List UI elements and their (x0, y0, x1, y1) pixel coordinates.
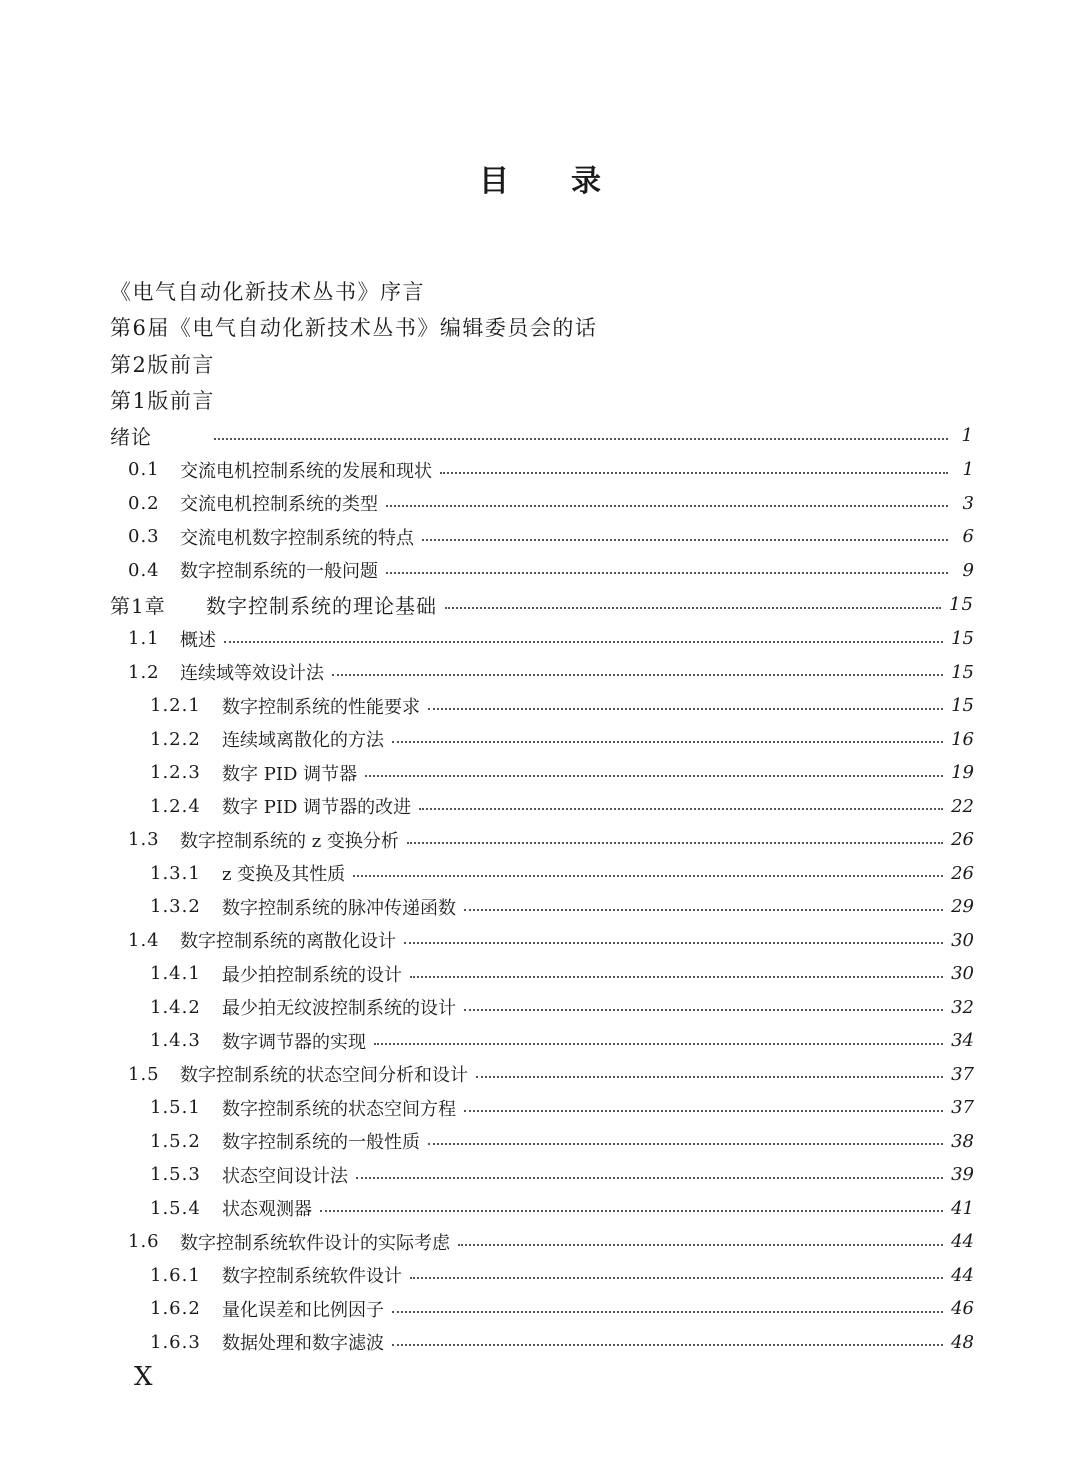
toc-entry-number: 1.2 (128, 661, 160, 683)
toc-entry-number: 1.4.2 (150, 996, 201, 1018)
toc-entry-number: 1.4 (128, 929, 160, 951)
toc-entry-number: 1.5 (128, 1063, 160, 1085)
toc-entry-title: 数字控制系统的离散化设计 (180, 931, 396, 953)
dot-leader (353, 875, 943, 877)
toc-entry-number: 1.4.3 (150, 1030, 201, 1052)
dot-leader (386, 505, 948, 507)
toc-entry-title: 最少拍控制系统的设计 (222, 964, 402, 986)
toc-entry-number: 第1章 (110, 594, 166, 618)
toc-entry[interactable] (110, 1326, 974, 1360)
dot-leader (410, 976, 943, 978)
toc-entry-number: 1.5.4 (150, 1197, 201, 1219)
toc-entry[interactable] (110, 487, 974, 521)
toc-entry-page: 37 (951, 1097, 974, 1119)
toc-entry-title: 数字调节器的实现 (222, 1031, 366, 1053)
toc-entry[interactable] (110, 554, 974, 588)
toc-entry-number: 1.6 (128, 1231, 160, 1253)
toc-entry-number: 1.6.3 (150, 1331, 201, 1353)
toc-entry-title: 状态空间设计法 (222, 1165, 348, 1187)
dot-leader (464, 1009, 943, 1011)
toc-entry-number: 0.1 (128, 459, 160, 481)
front-matter-item[interactable]: 第2版前言 (110, 352, 215, 377)
toc-entry-title: 数字 PID 调节器 (222, 763, 358, 785)
toc-entry-page: 16 (951, 728, 974, 750)
toc-entry[interactable] (110, 587, 974, 622)
toc-entry-title: z 变换及其性质 (222, 864, 346, 886)
toc-entry-title: 交流电机控制系统的类型 (180, 494, 378, 516)
toc-entry-title: 数字控制系统软件设计的实际考虑 (180, 1232, 450, 1254)
toc-entry-page: 41 (951, 1197, 974, 1219)
dot-leader (365, 775, 943, 777)
toc-entry-number: 绪论 (110, 425, 152, 449)
toc-entry-number: 1.6.1 (150, 1264, 201, 1286)
toc-entry-title: 数字控制系统软件设计 (222, 1266, 402, 1288)
toc-entry[interactable] (110, 756, 974, 790)
toc-entry-number: 1.6.2 (150, 1298, 201, 1320)
toc-entry-title: 交流电机数字控制系统的特点 (180, 527, 414, 549)
toc-entry[interactable] (110, 1259, 974, 1293)
page-folio: X (134, 1362, 153, 1392)
dot-leader (392, 1311, 943, 1313)
dot-leader (320, 1210, 943, 1212)
toc-entry-title: 最少拍无纹波控制系统的设计 (222, 998, 456, 1020)
toc-entry-page: 19 (951, 762, 974, 784)
toc-entry-page: 44 (951, 1231, 974, 1253)
toc-entry[interactable] (110, 991, 974, 1025)
toc-entry[interactable] (110, 857, 974, 891)
toc-entry-number: 0.2 (128, 492, 160, 514)
dot-leader (386, 572, 948, 574)
page-title: 目录 (479, 164, 663, 199)
dot-leader (214, 438, 948, 440)
front-matter-item[interactable]: 第1版前言 (110, 389, 215, 414)
toc-entry[interactable] (110, 723, 974, 757)
toc-entry-title: 状态观测器 (222, 1199, 312, 1221)
toc-entry-title: 数字控制系统的一般问题 (180, 561, 378, 583)
toc-entry-number: 1.3 (128, 829, 160, 851)
toc-entry-page: 26 (951, 829, 974, 851)
toc-entry-number: 1.3.1 (150, 862, 201, 884)
toc-entry-page: 9 (962, 559, 974, 581)
toc-entry[interactable] (110, 823, 974, 857)
toc-entry-number: 1.1 (128, 628, 160, 650)
front-matter-item[interactable]: 第6届《电气自动化新技术丛书》编辑委员会的话 (110, 316, 598, 341)
toc-entry[interactable] (110, 689, 974, 723)
dot-leader (476, 1076, 943, 1078)
toc-entry-title: 数字 PID 调节器的改进 (222, 797, 412, 819)
toc-entry-page: 15 (951, 695, 974, 717)
toc-entry-page: 15 (949, 594, 974, 615)
toc-entry[interactable] (110, 1225, 974, 1259)
toc-entry-number: 0.4 (128, 559, 160, 581)
toc-entry-page: 30 (951, 963, 974, 985)
toc-entry-page: 6 (962, 526, 974, 548)
dot-leader (392, 741, 943, 743)
toc-entry[interactable] (110, 1292, 974, 1326)
toc-entry-number: 1.5.3 (150, 1164, 201, 1186)
toc-entry-number: 1.5.2 (150, 1130, 201, 1152)
toc-entry[interactable] (110, 656, 974, 690)
toc-entry[interactable] (110, 1091, 974, 1125)
toc-entry-title: 数据处理和数字滤波 (222, 1333, 384, 1355)
table-of-contents (110, 418, 974, 1359)
toc-entry-number: 1.5.1 (150, 1097, 201, 1119)
toc-entry-title: 数字控制系统的脉冲传递函数 (222, 897, 456, 919)
toc-entry-page: 26 (951, 862, 974, 884)
toc-entry-page: 15 (951, 628, 974, 650)
toc-entry-page: 1 (962, 459, 974, 481)
toc-entry-page: 22 (951, 795, 974, 817)
dot-leader (464, 909, 943, 911)
toc-entry[interactable] (110, 890, 974, 924)
dot-leader (428, 1143, 943, 1145)
toc-entry[interactable] (110, 622, 974, 656)
toc-entry-number: 0.3 (128, 526, 160, 548)
toc-entry-page: 46 (951, 1298, 974, 1320)
toc-entry-page: 34 (951, 1030, 974, 1052)
toc-entry-title: 数字控制系统的 z 变换分析 (180, 830, 399, 852)
toc-entry-number: 1.2.2 (150, 728, 201, 750)
toc-entry-title: 量化误差和比例因子 (222, 1299, 384, 1321)
dot-leader (407, 842, 943, 844)
dot-leader (374, 1043, 943, 1045)
toc-entry-number: 1.2.4 (150, 795, 201, 817)
dot-leader (422, 539, 948, 541)
front-matter-list (110, 274, 970, 420)
toc-entry-page: 37 (951, 1063, 974, 1085)
dot-leader (419, 808, 943, 810)
toc-entry[interactable] (110, 1024, 974, 1058)
dot-leader (428, 708, 943, 710)
toc-entry-number: 1.4.1 (150, 963, 201, 985)
dot-leader (410, 1277, 943, 1279)
toc-entry[interactable] (110, 453, 974, 487)
toc-entry-title: 数字控制系统的状态空间方程 (222, 1098, 456, 1120)
toc-entry-page: 3 (962, 492, 974, 514)
toc-entry[interactable] (110, 1158, 974, 1192)
toc-entry-number: 1.3.2 (150, 896, 201, 918)
dot-leader (392, 1344, 943, 1346)
dot-leader (440, 472, 948, 474)
toc-entry-page: 1 (961, 425, 974, 446)
toc-entry-title: 数字控制系统的一般性质 (222, 1132, 420, 1154)
dot-leader (356, 1177, 943, 1179)
toc-entry[interactable] (110, 924, 974, 958)
toc-entry-title: 连续域离散化的方法 (222, 730, 384, 752)
toc-entry-page: 38 (951, 1130, 974, 1152)
toc-entry-page: 15 (951, 661, 974, 683)
toc-entry[interactable] (110, 1125, 974, 1159)
toc-entry-title: 数字控制系统的状态空间分析和设计 (180, 1065, 468, 1087)
toc-entry[interactable] (110, 418, 974, 453)
toc-entry[interactable] (110, 1058, 974, 1092)
toc-entry-page: 48 (951, 1331, 974, 1353)
toc-entry-number: 1.2.1 (150, 695, 201, 717)
toc-entry[interactable] (110, 520, 974, 554)
dot-leader (458, 1244, 943, 1246)
toc-entry-page: 32 (951, 996, 974, 1018)
toc-entry[interactable] (110, 1192, 974, 1226)
toc-entry-page: 44 (951, 1264, 974, 1286)
toc-entry-title: 连续域等效设计法 (180, 663, 324, 685)
toc-entry-title: 数字控制系统的理论基础 (206, 594, 437, 618)
dot-leader (445, 607, 941, 609)
dot-leader (464, 1110, 943, 1112)
front-matter-item[interactable]: 《电气自动化新技术丛书》序言 (110, 280, 425, 304)
toc-entry-page: 29 (951, 896, 974, 918)
toc-entry-number: 1.2.3 (150, 762, 201, 784)
toc-entry[interactable] (110, 957, 974, 991)
toc-entry-page: 30 (951, 929, 974, 951)
toc-entry-page: 39 (951, 1164, 974, 1186)
dot-leader (404, 942, 943, 944)
dot-leader (224, 641, 943, 643)
toc-entry-title: 数字控制系统的性能要求 (222, 696, 420, 718)
toc-entry-title: 概述 (180, 629, 216, 651)
toc-entry[interactable] (110, 790, 974, 824)
dot-leader (332, 674, 943, 676)
toc-entry-title: 交流电机控制系统的发展和现状 (180, 460, 432, 482)
